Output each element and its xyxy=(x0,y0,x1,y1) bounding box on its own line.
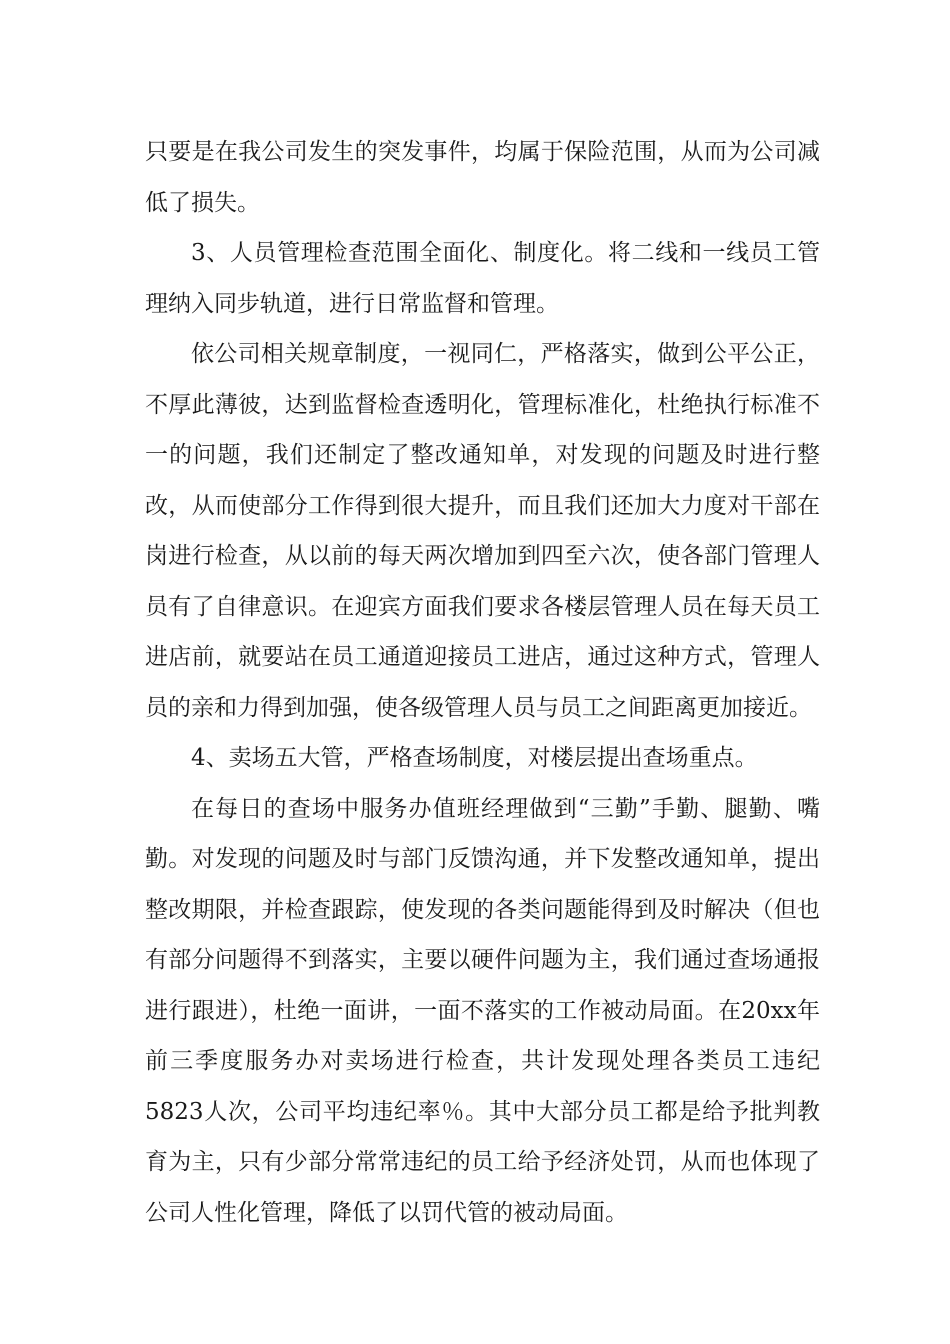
document-body xyxy=(145,127,820,1238)
paragraph-staff-management-heading: 3、人员管理检查范围全面化、制度化。将二线和一线员工管理纳入同步轨道，进行日常监督和管理。 xyxy=(145,240,820,317)
paragraph-insurance-conclusion: 只要是在我公司发生的突发事件，均属于保险范围，从而为公司减低了损失。 xyxy=(145,139,820,216)
paragraph-daily-inspection: 在每日的查场中服务办值班经理做到“三勤”手勤、腿勤、嘴勤。对发现的问题及时与部门反馈沟通，并下发整改通知单，提出整改期限，并检查跟踪，使发现的各类问题能得到及时解决（但也有部分问题得不到落实，主要以硬件问题为主，我们通过查场通报进行跟进），杜绝一面讲，一面不落实的工作被动局面。在20xx年前三季度服务办对卖场进行检查，共计发现处理各类员工违纪5823人次，公司平均违纪率％。其中大部分员工都是给予批判教育为主，只有少部分常常违纪的员工给予经济处罚，从而也体现了公司人性化管理，降低了以罚代管的被动局面。 xyxy=(145,795,820,1226)
paragraph-regulations: 依公司相关规章制度，一视同仁，严格落实，做到公平公正，不厚此薄彼，达到监督检查透明化，管理标准化，杜绝执行标准不一的问题，我们还制定了整改通知单，对发现的问题及时进行整改，从而使部分工作得到很大提升，而且我们还加大力度对干部在岗进行检查，从以前的每天两次增加到四至六次，使各部门管理人员有了自律意识。在迎宾方面我们要求各楼层管理人员在每天员工进店前，就要站在员工通道迎接员工进店，通过这种方式，管理人员的亲和力得到加强，使各级管理人员与员工之间距离更加接近。 xyxy=(145,341,820,721)
paragraph-sales-floor-heading: 4、卖场五大管，严格查场制度，对楼层提出查场重点。 xyxy=(191,745,758,771)
